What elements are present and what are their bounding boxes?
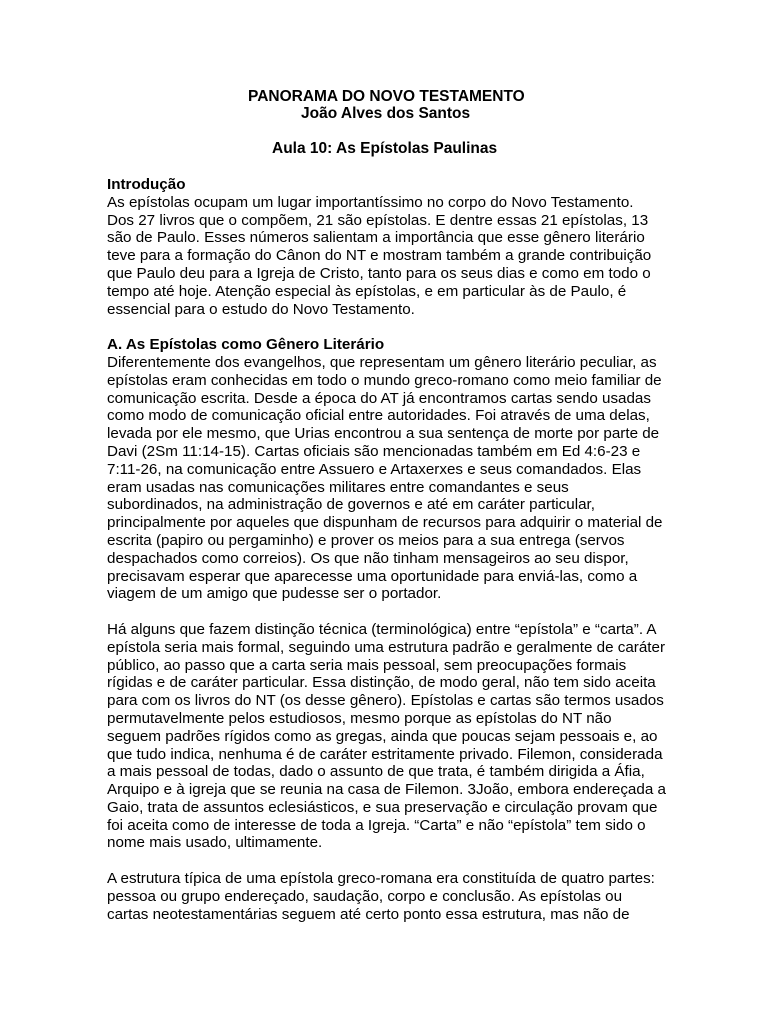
text-line: para com os livros do NT (os desse gênero). Epístolas e cartas são termos usados [107, 692, 664, 710]
text-line: principalmente por aqueles que dispunham de recursos para adquirir o material de [107, 514, 663, 532]
text-line: que tudo indica, nenhuma é de caráter estritamente privado. Filemon, considerada [107, 745, 663, 763]
author-name: João Alves dos Santos [301, 105, 471, 122]
text-line: despachados como correios). Os que não tinham mensageiros ao seu dispor, [107, 549, 629, 567]
text-line: Davi (2Sm 11:14-15). Cartas oficiais são mencionadas também em Ed 4:6-23 e [107, 442, 641, 460]
text-line: eram usadas nas comunicações militares entre comandantes e seus [107, 478, 569, 496]
text-line: foi aceita como de interesse de toda a Igreja. “Carta” e não “epístola” tem sido o [107, 816, 646, 834]
text-line: Gaio, trata de assuntos eclesiásticos, e sua preservação e circulação provam que [107, 798, 658, 816]
text-line: epístolas eram conhecidas em todo o mundo greco-romano como meio familiar de [107, 371, 662, 389]
intro-section [107, 176, 687, 318]
lesson-title: Aula 10: As Epístolas Paulinas [272, 140, 498, 157]
text-line: permutavelmente pelos estudiosos, mesmo porque as epístolas do NT não [107, 709, 612, 727]
document-title: PANORAMA DO NOVO TESTAMENTO [248, 88, 525, 105]
text-line: Diferentemente dos evangelhos, que representam um gênero literário peculiar, as [107, 353, 657, 371]
section-a [107, 336, 687, 923]
text-line: comunicação escrita. Desde a época do AT já encontramos cartas sendo usadas [107, 389, 651, 407]
text-line: As epístolas ocupam um lugar importantíssimo no corpo do Novo Testamento. [107, 193, 634, 211]
text-line: precisavam esperar que aparecesse uma oportunidade para enviá-las, como a [107, 567, 638, 585]
text-line: teve para a formação do Cânon do NT e mostram também a grande contribuição [107, 247, 652, 265]
section-a-paragraph-3 [107, 870, 687, 923]
section-a-heading: A. As Epístolas como Gênero Literário [107, 336, 385, 354]
text-line: A estrutura típica de uma epístola greco-romana era constituída de quatro partes: [107, 870, 655, 888]
text-line: são de Paulo. Esses números salientam a importância que esse gênero literário [107, 229, 645, 247]
text-line: pessoa ou grupo endereçado, saudação, corpo e conclusão. As epístolas ou [107, 887, 623, 905]
text-line: público, ao passo que a carta seria mais pessoal, sem preocupações formais [107, 656, 627, 674]
text-line: seguem padrões rígidos como as gregas, ainda que poucas sejam pessoais e, ao [107, 727, 658, 745]
text-line: Há alguns que fazem distinção técnica (terminológica) entre “epístola” e “carta”. A [107, 620, 657, 638]
document-body [107, 176, 687, 923]
text-line: tempo até hoje. Atenção especial às epístolas, e em particular às de Paulo, é [107, 282, 627, 300]
section-a-paragraph-2 [107, 621, 687, 852]
text-line: rígidas e de caráter particular. Essa distinção, de modo geral, não tem sido aceita [107, 674, 656, 692]
text-line: epístola seria mais formal, seguindo uma estrutura padrão e geralmente de caráter [107, 638, 666, 656]
text-line: essencial para o estudo do Novo Testamento. [107, 300, 415, 318]
intro-heading: Introdução [107, 176, 186, 193]
text-line: nome mais usado, ultimamente. [107, 834, 323, 852]
text-line: que Paulo deu para a Igreja de Cristo, tanto para os seus dias e como em todo o [107, 264, 651, 282]
text-line: a mais pessoal de todas, dado o assunto de que trata, é também dirigida a Áfia, [107, 763, 645, 781]
text-line: levada por ele mesmo, que Urias encontrou a sua sentença de morte por parte de [107, 425, 660, 443]
text-line: Dos 27 livros que o compõem, 21 são epístolas. E dentre essas 21 epístolas, 13 [107, 211, 649, 229]
intro-paragraph [107, 194, 687, 319]
text-line: escrita (papiro ou pergaminho) e prover os meios para a sua entrega (servos [107, 531, 625, 549]
section-a-paragraph-1 [107, 354, 687, 603]
text-line: viagem de um amigo que pudesse ser o portador. [107, 585, 442, 603]
text-line: Arquipo e à igreja que se reunia na casa de Filemon. 3João, embora endereçada a [107, 781, 666, 799]
text-line: subordinados, na administração de governos e até em caráter particular, [107, 496, 595, 514]
text-line: cartas neotestamentárias seguem até certo ponto essa estrutura, mas não de [107, 905, 630, 923]
text-line: como modo de comunicação oficial entre autoridades. Foi através de uma delas, [107, 407, 650, 425]
text-line: 7:11-26, na comunicação entre Assuero e Artaxerxes e seus comandados. Elas [107, 460, 642, 478]
